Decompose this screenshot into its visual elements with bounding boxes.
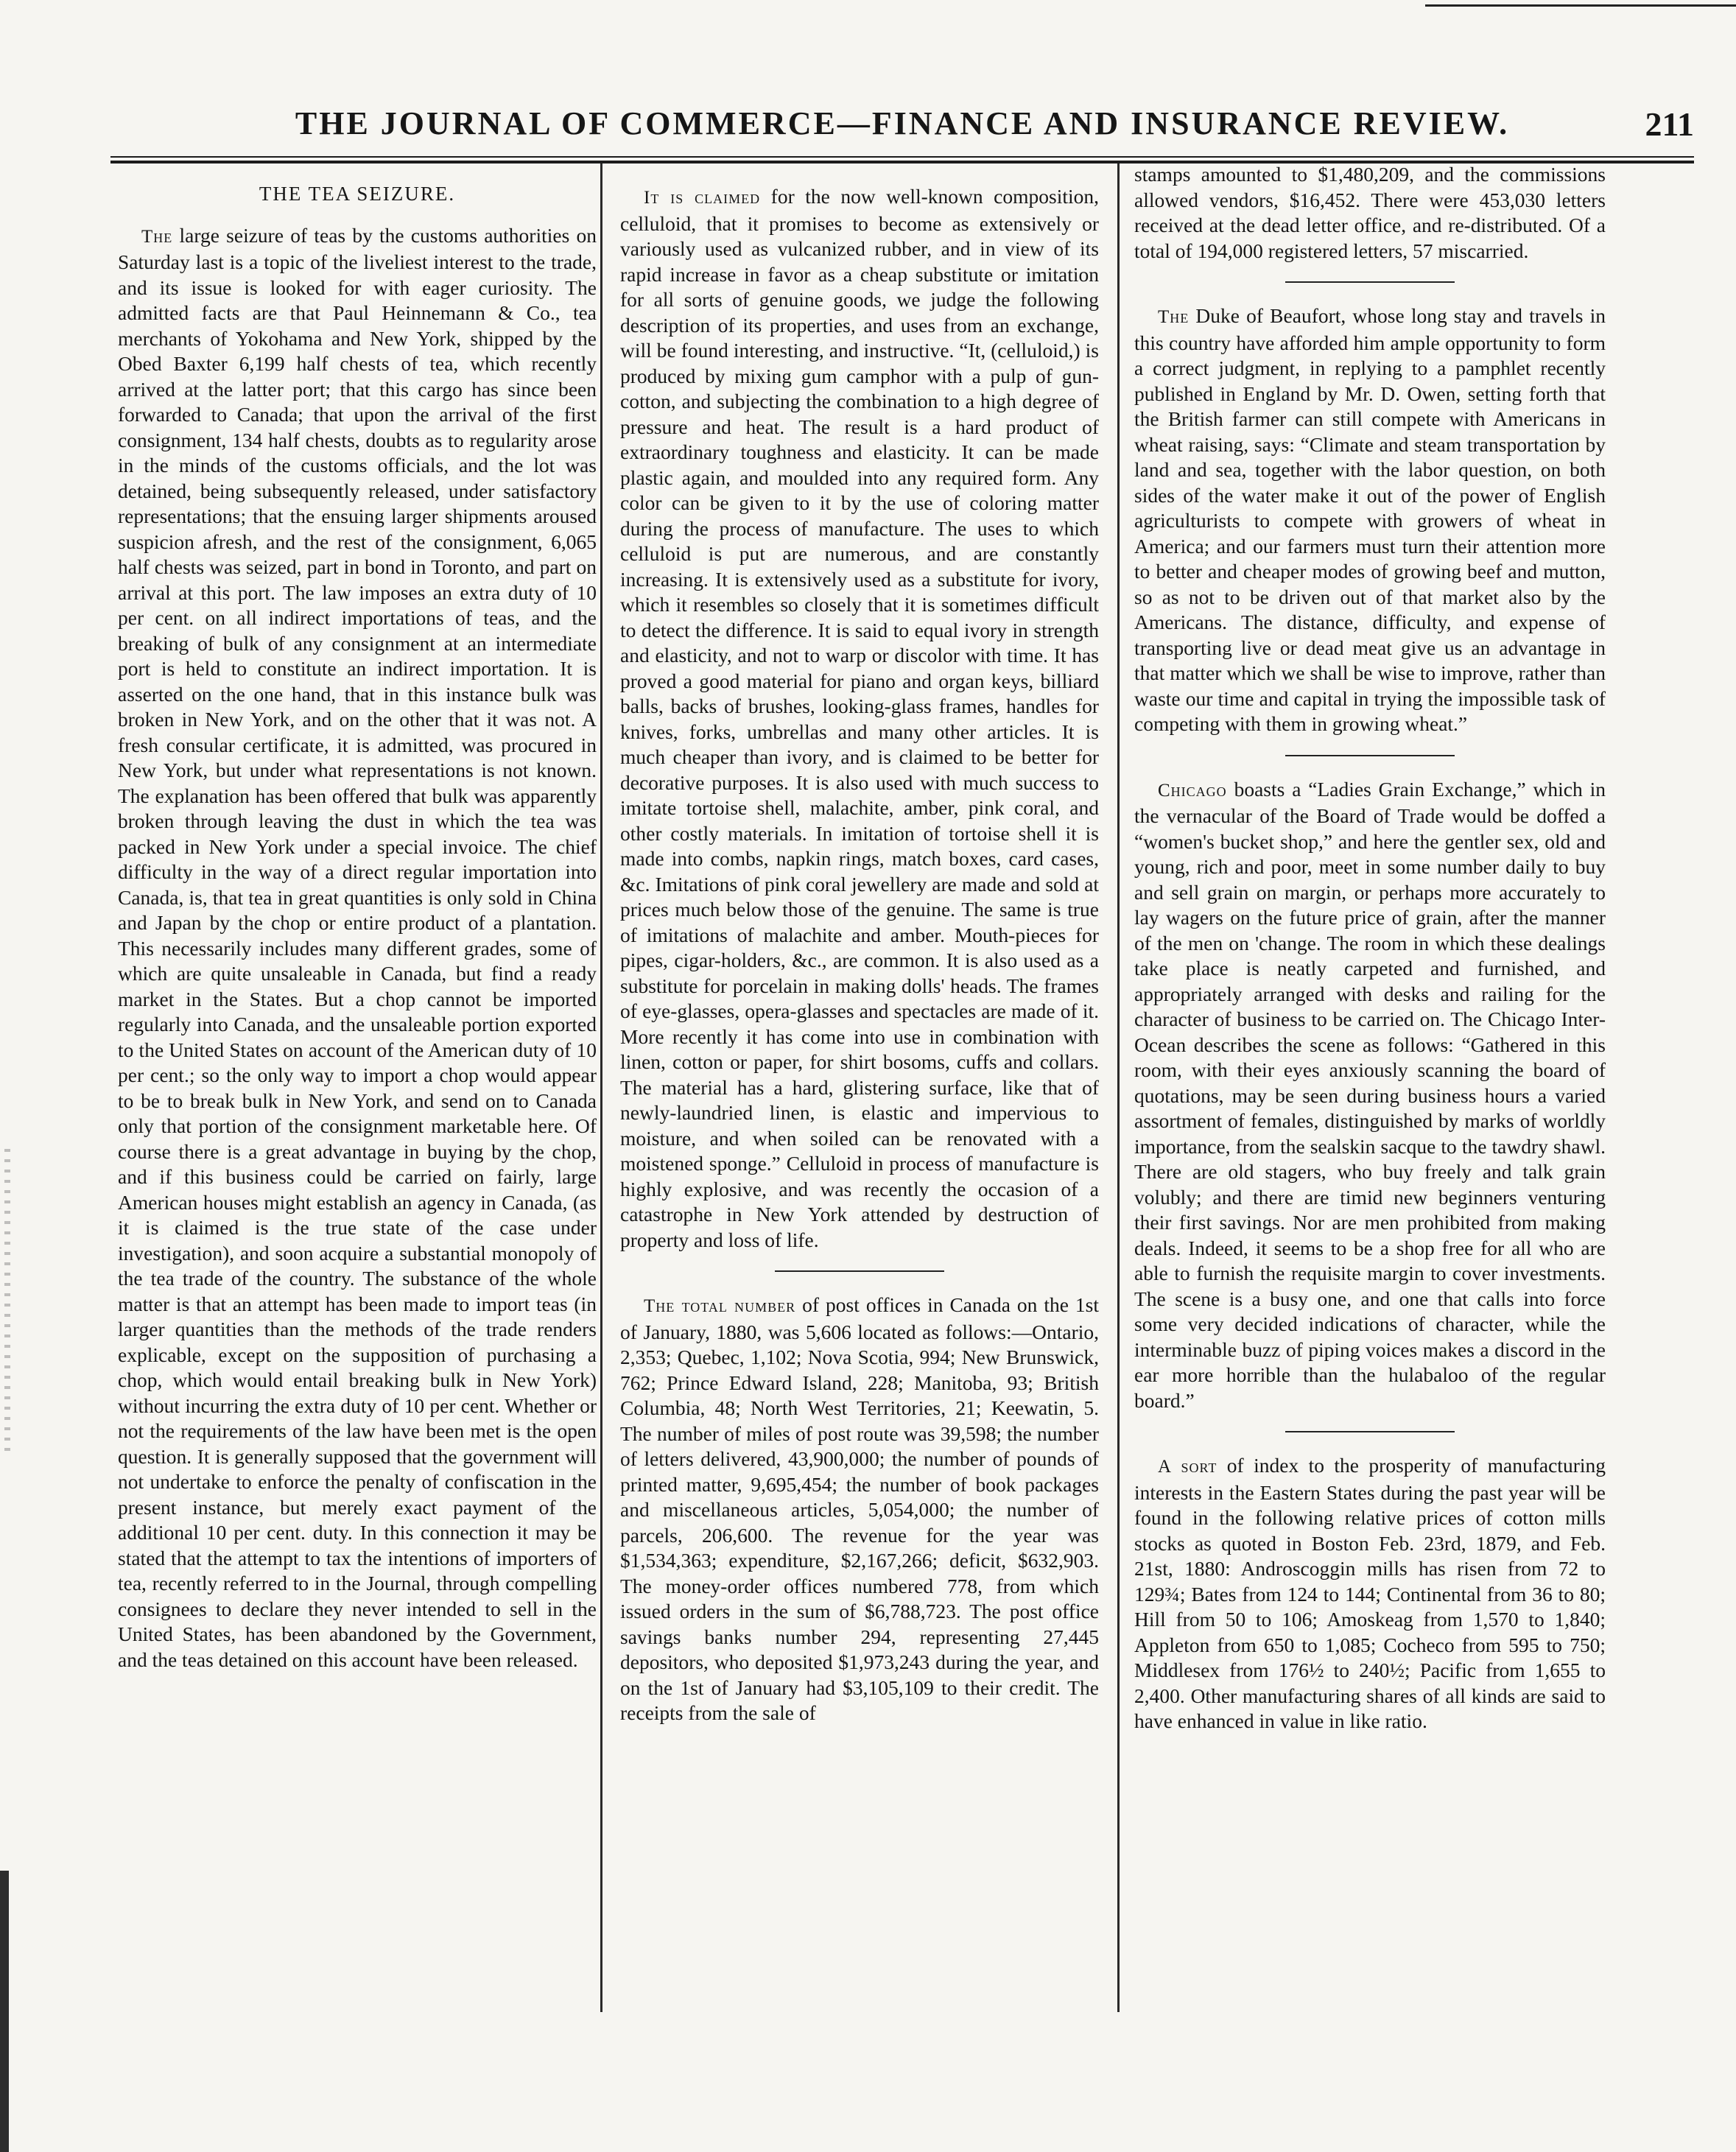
lead-word: Chicago (1158, 780, 1227, 801)
column-2 (620, 162, 1099, 2003)
column-3 (1134, 162, 1606, 2003)
lead-word: The (1158, 307, 1189, 327)
article-body: of post offices in Canada on the 1st of January, 1880, was 5,606 located as follows:—Ontario, 2,353; Quebec, 1,102; Nova Scotia, 994; New Brunswick, 762; Prince Edward Island, 228; Manitoba, 93; British Columbia, 48; North West Territories, 21; Keewatin, 5. The number of miles of post route was 39,598; the number of letters delivered, 43,900,000; the number of pounds of printed matter, 9,695,454; the number of book packages and miscellaneous articles, 5,054,000; the number of parcels, 206,600. The revenue for the year was $1,534,363; expenditure, $2,167,266; deficit, $632,903. The money-order offices numbered 778, from which issued orders in the sum of $6,788,723. The post office savings banks number 294, representing 27,445 depositors, who deposited $1,973,243 during the year, and on the 1st of January had $3,105,109 to their credit. The receipts from the sale of (620, 1293, 1099, 1724)
article-separator (1285, 755, 1455, 756)
article-body: boasts a “Ladies Grain Exchange,” which in the vernacular of the Board of Trade would be doffed a “women's bucket shop,” and here the gentler sex, old and young, rich and poor, meet in some number daily to buy and sell grain on margin, or perhaps more accurately to lay wagers on the future price of grain, after the manner of the men on 'change. The room in which these dealings take place is neatly carpeted and furnished, and appropriately arranged with desks and railing for the character of business to be carried on. The Chicago Inter-Ocean describes the scene as follows: “Gathered in this room, with their eyes anxiously scanning the board of quotations, may be seen during business hours a varied assortment of females, distinguished by marks of worldly importance, from the sealskin sacque to the tawdry shawl. There are old stagers, who buy freely and talk grain volubly; and there are timid new beginners venturing their first savings. Nor are men prohibited from making deals. Indeed, it seems to be a shop free for all who are able to furnish the requisite margin to cover investments. The scene is a busy one, and one that calls into force some very decided indications of character, while the interminable buzz of piping voices makes a discord in the ear more horrible than the hulabaloo of the regular board.” (1134, 777, 1606, 1412)
article-body: for the now well-known composition, celluloid, that it promises to become as extensively or variously used as vulcanized rubber, and in view of its rapid increase in favor as a cheap substitute or imitation for all sorts of genuine goods, we judge the following description of its properties, and uses from an exchange, will be found interesting, and instructive. “It, (celluloid,) is produced by mixing gum camphor with a pulp of gun-cotton, and subjecting the combination to a high degree of pressure and heat. The result is a hard product of extraordinary toughness and elasticity. It can be made plastic again, and moulded into any required form. Any color can be given to it by the use of coloring matter during the process of manufacture. The uses to which celluloid is put are numerous, and are constantly increasing. It is extensively used as a substitute for ivory, which it resembles so closely that it is sometimes difficult to detect the difference. It is said to equal ivory in strength and elasticity, and not to warp or discolor with time. It has proved a good material for piano and organ keys, billiard balls, backs of brushes, looking-glass frames, handles for knives, forks, umbrellas and many other articles. It is much cheaper than ivory, and is claimed to be better for decorative purposes. It is also used with much success to imitate tortoise shell, malachite, amber, pink coral, and other costly materials. In imitation of tortoise shell it is made into combs, napkin rings, match boxes, card cases, &c. Imitations of pink coral jewellery are made and sold at prices much below those of the genuine. The same is true of imitations of malachite and amber. Mouth-pieces for pipes, cigar-holders, &c., are common. It is also used as a substitute for porcelain in making dolls' heads. The frames of eye-glasses, opera-glasses and spectacles are made of it. More recently it has come into use in combination with linen, cotton or paper, for shirt bosoms, cuffs and collars. The material has a hard, glistering surface, like that of newly-laundried linen, is elastic and impervious to moisture, and when soiled can be renovated with a moistened sponge.” Celluloid in process of manufacture is highly explosive, and was recently the occasion of a catastrophe in New York attended by destruction of property and loss of life. (620, 185, 1099, 1251)
article-body: of index to the prosperity of manufacturing interests in the Eastern States during the past year will be found in the following relative prices of cotton mills stocks as quoted in Boston Feb. 23rd, 1879, and Feb. 21st, 1880: Androscoggin mills has risen from 72 to 129¾; Bates from 124 to 144; Continental from 36 to 80; Hill from 50 to 106; Amoskeag from 1,570 to 1,840; Appleton from 650 to 1,085; Cocheco from 595 to 750; Middlesex from 176½ to 240½; Pacific from 1,655 to 2,400. Other manufacturing shares of all kinds are said to have enhanced in value in like ratio. (1134, 1454, 1606, 1732)
header-rule-thin (110, 156, 1694, 158)
lead-word: The (141, 226, 173, 247)
article-separator (1285, 1431, 1455, 1432)
lead-words: It is claimed (644, 188, 761, 208)
column-divider-left (600, 163, 602, 2012)
article-title-tea-seizure: THE TEA SEIZURE. (259, 183, 456, 205)
lead-words: A sort (1158, 1457, 1217, 1477)
journal-title: THE JOURNAL OF COMMERCE—FINANCE AND INSURANCE REVIEW. (295, 105, 1510, 141)
article-celluloid (620, 184, 1099, 1253)
article-post-offices (620, 1293, 1099, 1726)
page-binding-edge (0, 0, 16, 2152)
article-separator (775, 1270, 944, 1272)
article-cotton-mills (1134, 1453, 1606, 1734)
article-body: Duke of Beaufort, whose long stay and travels in this country have afforded him ample opportunity to form a correct judgment, in replying to a pamphlet recently published in England by Mr. D. Owen, setting forth that the British farmer can still compete with Americans in wheat raising, says: “Climate and steam transportation by land and sea, together with the labor question, on both sides of the water make it out of the power of English agriculturists to compete with growers of wheat in America; and our farmers must turn their attention more to better and cheaper modes of growing beef and mutton, so as not to be driven out of that market also by the Americans. The distance, difficulty, and expense of transporting live or dead meat give us an advantage in that matter which we shall be wise to improve, rather than waste our time and capital in trying the impossible task of competing with them in growing wheat.” (1134, 304, 1606, 735)
article-post-offices-continued: stamps amounted to $1,480,209, and the commissions allowed vendors, $16,452. There were 453,030 letters received at the dead letter office, and re-distributed. Of a total of 194,000 registered letters, 57 miscarried. (1134, 163, 1606, 262)
top-corner-rule (1425, 4, 1736, 7)
article-tea-seizure (118, 223, 597, 1673)
lead-words: The total number (644, 1296, 796, 1316)
column-divider-right (1117, 163, 1120, 2012)
masthead (110, 105, 1694, 149)
article-ladies-grain-exchange (1134, 777, 1606, 1414)
article-separator (1285, 281, 1455, 283)
article-duke-of-beaufort (1134, 303, 1606, 737)
column-1 (118, 162, 597, 2003)
page-number: 211 (1645, 105, 1694, 143)
article-body: large seizure of teas by the customs authorities on Saturday last is a topic of the liveliest interest to the trade, and its issue is looked for with eager curiosity. The admitted facts are that Paul Heinnemann & Co., tea merchants of Yokohama and New York, shipped by the Obed Baxter 6,199 half chests of tea, which recently arrived at the latter port; that this cargo has since been forwarded to Canada; that upon the arrival of the first consignment, 134 half chests, doubts as to regularity arose in the minds of the customs officials, and the lot was detained, being subsequently released, under satisfactory representations; that the ensuing larger shipments aroused suspicion afresh, and the rest of the consignment, 6,065 half chests was seized, part in bond in Toronto, and part on arrival at this port. The law imposes an extra duty of 10 per cent. on all indirect importations of teas, and the breaking of bulk of any consignment at an intermediate port is held to constitute an indirect importation. It is asserted on the one hand, that in this instance bulk was broken in New York, and on the other that it was not. A fresh consular certificate, it is admitted, was procured in New York, but under what representations is not known. The explanation has been offered that bulk was apparently broken through leaving the dust in which the tea was packed in New York under a special invoice. The chief difficulty in the way of a direct regular importation into Canada, is, that tea in great quantities is only sold in China and Japan by the chop or entire product of a plantation. This necessarily includes many different grades, some of which are quite unsaleable in Canada, but find a ready market in the States. But a chop cannot be imported regularly into Canada, and the unsaleable portion exported to the United States on account of the American duty of 10 per cent.; so the only way to import a chop would appear to be to break bulk in New York, and send on to Canada only that portion of the consignment marketable here. Of course there is a great advantage in buying by the chop, and if this business could be carried on fairly, large American houses might establish an agency in Canada, (as it is claimed is the true state of the case under investigation), and soon acquire a substantial monopoly of the tea trade of the country. The substance of the whole matter is that an attempt has been made to import teas (in larger quantities than the methods of the trade renders explicable, except on the supposition of purchasing a chop, which would entail breaking bulk in New York) without incurring the extra duty of 10 per cent. Whether or not the requirements of the law have been met is the open question. It is generally supposed that the government will not undertake to enforce the penalty of confiscation in the present instance, but merely exact payment of the additional 10 per cent. duty. In this connection it may be stated that the attempt to tax the intentions of importers of tea, recently referred to in the Journal, through compelling consignees to declare they never intended to sell in the United States, has been abandoned by the Government, and the teas detained on this account have been released. (118, 223, 597, 1671)
